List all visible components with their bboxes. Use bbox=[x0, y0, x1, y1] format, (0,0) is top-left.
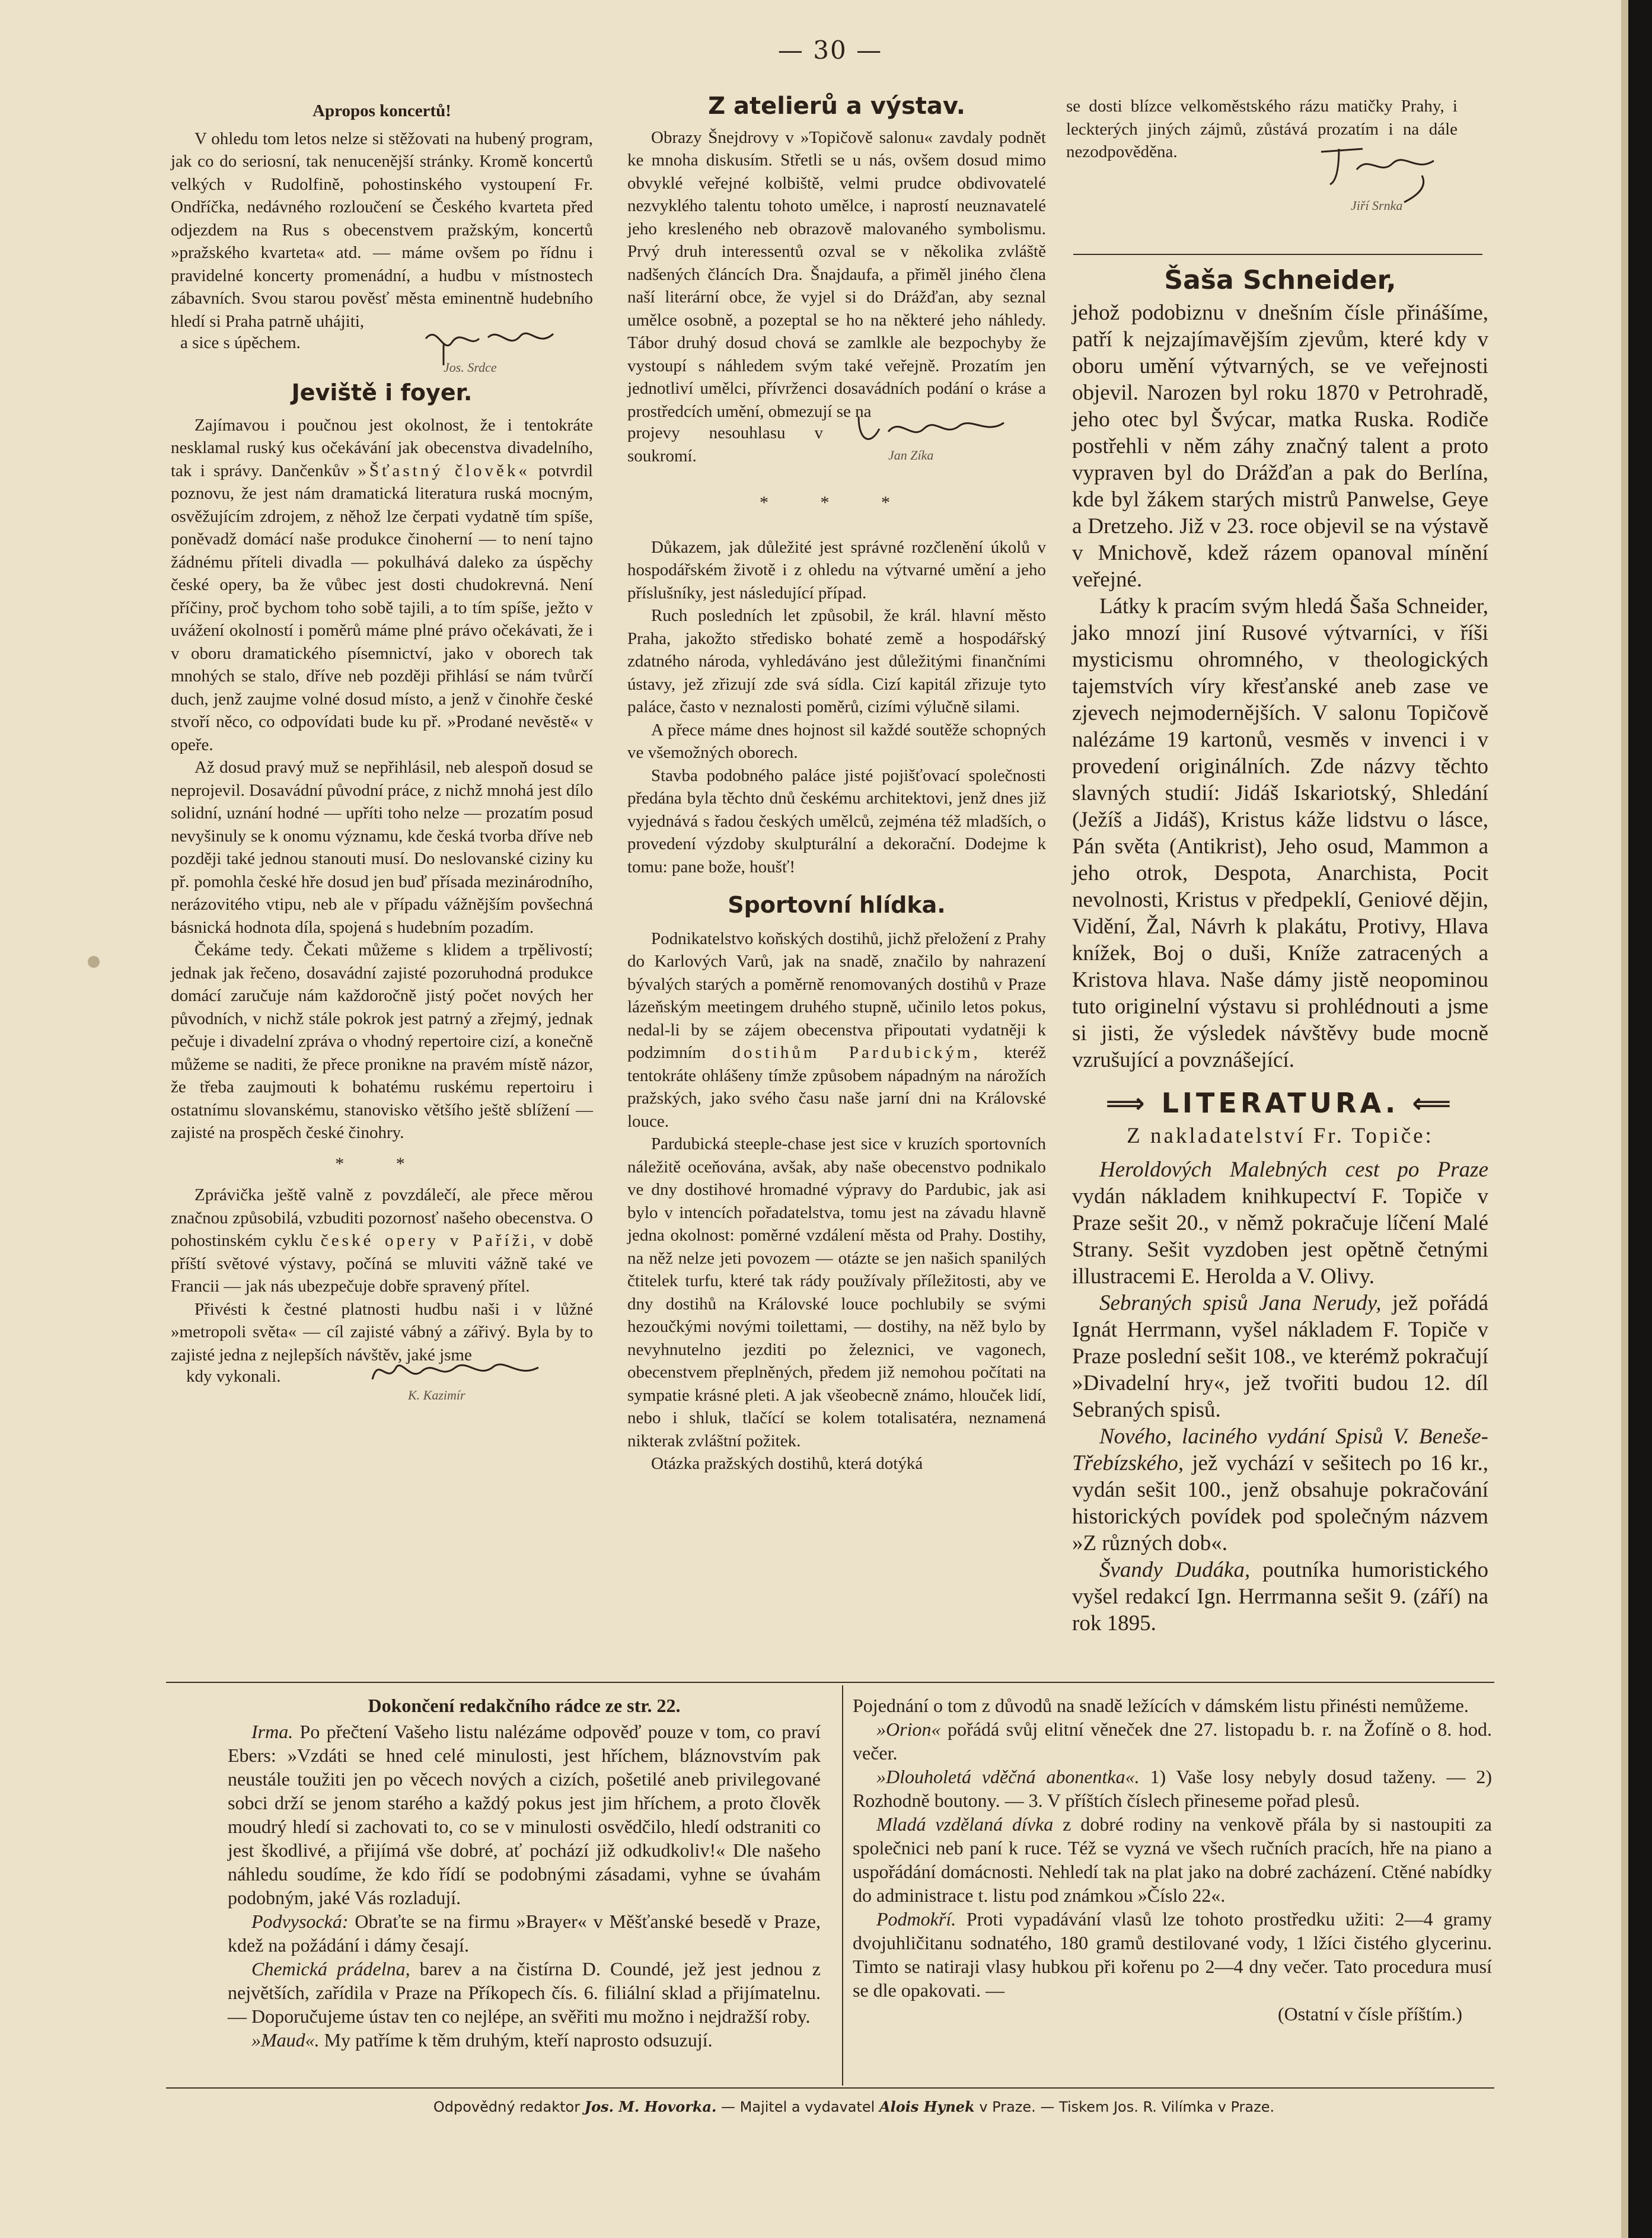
page-number: — 30 — bbox=[777, 36, 883, 65]
concert-closing-row bbox=[171, 333, 593, 375]
advice-entry bbox=[853, 1694, 1492, 1717]
sport-p2: Pardubická steeple-chase jest sice v kruzích sportovních náležitě oceňována, avšak, aby naše obecenstvo podnikalo ve dny dostihové hromadné výpravy do Pardubic, jak asi bylo v intencích pořadatelstva, tomu jest na závadu hlavně jedna okolnost: poměrné vzdálení města od Prahy. Dostihy, na něž nelze jeti povozem — otázte se jen našich spanilých čtitelek turfu, které tak rády používaly příležitosti, aby ve dny dostihů na Královské louce pochlubily se svými hezoučkými novými toilettami, — dostihy, na něž bylo by nevyhnutelno jezditi po železnici, ve vagonech, obecenstvem přeplněných, předem již nemohou počítati na sympatie krásné pleti. A jak všeobecně známo, hlouček lidí, nebo i shluk, tlačící se kolem totalisatéra, neznamená nikterak zvláštní požitek. bbox=[627, 1134, 1046, 1450]
advice-entry bbox=[853, 1812, 1492, 1907]
lit-entry-2 bbox=[1072, 1290, 1488, 1423]
advice-entry-lead: »Maud«. bbox=[251, 2029, 324, 2051]
stage-p1-text: Zajímavou i poučnou jest okolnost, že i tentokráte nesklamal ruský kus očekávání jak obecenstva divadelního, tak i správy. Dančenkův bbox=[171, 415, 593, 480]
advice-entry-lead: Irma. bbox=[251, 1721, 300, 1742]
printer: — Tiskem Jos. R. Vilímka v Praze. bbox=[1040, 2099, 1275, 2115]
schneider-p2: Látky k pracím svým hledá Šaša Schneider, jako mnozí jiní Rusové výtvarníci, v říši mysticismu ohromného, v theologických tajemstvích víry křesťanské aneb zase ve zjevech nejmodernějších. V salonu Topičově nalézáme 19 kartonů, vesměs v invenci i v provedení originálních. Zde názvy těchto slavných studií: Jidáš Iskariotský, Shledání (Ježíš a Jidáš), Kristus káže lidstvu o lásce, Pán světa (Antikrist), Jeho osud, Mammon a jeho otrok, Despota, Anarchista, Pocit nevolnosti, Kristus v předpeklí, Geniové dějin, Vidění, Žal, Návrh k plakátu, Protivy, Hlava knížek, Boj o duši, Kníže zatracených a Kristova hlava. Naše dámy jistě neopominou tuto originelní výstavu si prohlédnouti a jsme si jisti, že výsledek návštěvy bude mocně vzrušující a povznášející. bbox=[1072, 594, 1488, 1072]
ornament-right-icon: ⟸ bbox=[1399, 1087, 1455, 1119]
advice-left bbox=[228, 1694, 821, 2052]
section-stars: * * bbox=[335, 1153, 429, 1174]
atelier-heading: Z atelierů a výstav. bbox=[708, 93, 965, 120]
literature-title: LITERATURA. bbox=[1161, 1087, 1399, 1119]
continued-note: (Ostatní v čísle příštím.) bbox=[1277, 2003, 1462, 2025]
concert-closing: a sice s úpěchem. bbox=[180, 333, 301, 352]
section-stars: * * * bbox=[760, 493, 914, 512]
stage-closing-row bbox=[171, 1366, 593, 1402]
advice-right-list bbox=[853, 1694, 1492, 2002]
bottom-divider-bottom bbox=[166, 2087, 1494, 2089]
concert-body: V ohledu tom letos nelze si stěžovati na hubený program, jak co do seriosní, tak nenucenější stránky. Kromě koncertů velkých v Rudolfině, pohostinského vystoupení Fr. Ondříčka, nedávného rozloučení se Českého kvarteta před odjezdem na Rus s obecenstvem pražským, koncertů »pražského kvarteta« atd. — máme ovšem po řídnu i pravidelné koncerty promenádní, a hudbu v místnostech zábavních. Svou starou pověsť města eminentně hudebního hledí si Praha patrně uhájiti, bbox=[171, 129, 593, 331]
lit-entry-1-title: Heroldových Malebných cest po Praze bbox=[1099, 1158, 1488, 1182]
col3-intro-signature-row bbox=[1066, 164, 1487, 211]
publisher-city: v Praze. bbox=[979, 2099, 1036, 2115]
stage-closing: kdy vykonali. bbox=[186, 1367, 281, 1386]
concert-signature bbox=[420, 321, 562, 375]
concert-signature-name: Jos. Srdce bbox=[444, 360, 497, 375]
schneider-heading: Šaša Schneider, bbox=[1164, 265, 1396, 295]
col3-intro-signature bbox=[1315, 140, 1458, 213]
advice-entry-lead: Podvysocká: bbox=[251, 1911, 355, 1932]
atelier-signature bbox=[847, 405, 1013, 463]
column-2 bbox=[627, 95, 1046, 1475]
literature-section bbox=[1072, 1087, 1489, 1637]
column-3 bbox=[1066, 95, 1487, 211]
col3-intro: se dosti blízce velkoměstského rázu matičky Prahy, i leckterých jiných zájmů, zůstává prozatím i na dále nezodpověděna. bbox=[1066, 97, 1458, 161]
advice-entry-text: Proti vypadávání vlasů lze tohoto prostředku užiti: 2—4 gramy dvojuhličitanu sodnatého, 180 gramů destilované vody, 1 lžíci čistého glycerinu. Timto se natiraji vlasy hubkou při kořenu po 2—4 dny večer. Tato procedura musí se dle opakovati. — bbox=[853, 1908, 1492, 2001]
advice-entry-lead: Mladá vzdělaná dívka bbox=[876, 1813, 1063, 1835]
lit-entry-4-text: poutníka humoristického vyšel redakcí Ign. Herrmanna sešit 9. (září) na rok 1895. bbox=[1072, 1558, 1488, 1636]
stage-signature bbox=[366, 1350, 544, 1402]
advice-entry-text: 1) Vaše losy nebyly dosud taženy. — 2) Rozhodně boutony. — 3. V příštích číslech přineseme pořad plesů. bbox=[853, 1766, 1492, 1811]
advice-entry-lead: Chemická prádelna, bbox=[251, 1958, 420, 1979]
advice-entry bbox=[228, 2028, 821, 2052]
lit-entry-3-title: Nového, laciného vydání Spisů V. Beneše-Třebízského, bbox=[1072, 1424, 1488, 1475]
advice-entry-text: My patříme k těm druhým, kteří naprosto odsuzují. bbox=[324, 2029, 713, 2051]
advice-entry-text: barev a na čistírna D. Coundé, jež jest jednou z největších, zařídila v Praze na Příkopech čís. 6. filiální sklad a přijímatelnu. — Doporučujeme ústav ten co nejlépe, an svěřiti mu možno i nejdražší roby. bbox=[228, 1958, 821, 2027]
stage-p4-text: Zprávička ještě valně z povzdálečí, ale přece měrou značnou způsobilá, vzbuditi pozornosť našeho obecenstva. O pohostinském cyklu bbox=[171, 1185, 593, 1250]
lit-entry-1-text: vydán nákladem knihkupectví F. Topiče v Praze sešit 20., v němž pokračuje líčení Malé Strany. Sešit vyzdoben jest opětně četnými illustracemi E. Herolda a V. Olivy. bbox=[1072, 1184, 1488, 1289]
advice-entry-lead: Podmokří. bbox=[876, 1908, 967, 1930]
advice-entry-lead: »Orion« bbox=[876, 1719, 948, 1740]
sport-p3: Otázka pražských dostihů, která dotýká bbox=[651, 1454, 923, 1473]
atelier-p5: Stavba podobného paláce jisté pojišťovací společnosti předána byla těchto dnů českému architektovi, jenž dnes již vyjednává s řadou českých umělců, zejména též mladších, o provedení výzdoby skulpturální a dekorační. Dodejme k tomu: pane bože, houšť! bbox=[627, 766, 1046, 876]
advice-entry bbox=[853, 1907, 1492, 2002]
lit-entry-4 bbox=[1072, 1557, 1488, 1637]
schneider-p1: jehož podobiznu v dnešním čísle přinášíme, patří k nejzajímavějším zjevům, které kdy v oboru umění výtvarných, se ve veřejnosti objevil. Narozen byl roku 1870 v Petrohradě, jeho otec byl Švýcar, matka Ruska. Rodiče postřehli v něm záhy značný talent a proto vypraven byl do Drážďan a pak do Berlína, kde byl žákem starých mistrů Panwelse, Geye a Dretzeho. Již v 23. roce objevil se na výstavě v Mnichově, kdež rázem opanoval mínění veřejné. bbox=[1072, 301, 1488, 592]
editor-label: Odpovědný redaktor bbox=[433, 2099, 581, 2115]
col3-intro-signature-name: Jiří Srnka bbox=[1351, 197, 1403, 213]
atelier-p4: A přece máme dnes hojnost sil každé soutěže schopných ve všemožných oborech. bbox=[627, 720, 1046, 762]
stage-p1 bbox=[171, 414, 593, 757]
advice-entry-text: z dobré rodiny na venkově přála by si nastoupiti za společnici neb paní k ruce. Též se vyzná ve všech ručních pracích, hře na piano a uspořádání domácnosti. Nehledí tak na plat jako na dobré zacházení. Ctěné nabídky do administrace t. listu pod známkou »Číslo 22«. bbox=[853, 1813, 1492, 1906]
advice-entry-text: Po přečtení Vašeho listu nalézáme odpověď pouze v tom, co praví Ebers: »Vzdáti se hned celé minulosti, jest hříchem, bláznovstvím pak neustále toužiti jen po věcech nových a cizích, pošetilé aneb privilegované sobci drží se jenom starého a každý pokus jest jim hříchem, a proto člověk moudrý hledí si zachovati to, co se v minulosti osvědčilo, hledí odstraniti co jest škodlivé, a přijímá vše dobré, ať pochází již odkudkoliv!« Dle našeho náhledu soudíme, že kdo řídí se podobnými zásadami, vyhne se úvahám podobným, jaké Vás rozladují. bbox=[228, 1721, 821, 1908]
stage-p1-cont: potvrdil poznovu, že jest nám dramatická literatura ruská mocným, osvěžujícím zdrojem, z něhož lze čerpati vydatně tím spíše, poněvadž domácí naše produkce činoherní — to není tajno žádnému příteli divadla — pokulhává daleko za úspěchy české opery, ba že vůbec jest dosti chudokrevná. Není příčiny, proč bychom toho sobě tajili, a to tím spíše, ježto v uvážení okolností i poměrů máme plné právo očekávati, že i v oboru dramatického písemnictví, jako v oborech tak mnohých se stalo, dříve neb později přihlásí se nám tvůrčí duch, jenž zaujme volné dosud místo, a jenž v činohře české stvoří něco, co odpovídati bude ku př. »Prodané nevěstě« v opeře. bbox=[171, 461, 593, 754]
advice-entry-text: pořádá svůj elitní věneček dne 27. listopadu b. r. na Žofíně o 8. hod. večer. bbox=[853, 1719, 1492, 1764]
advice-entry bbox=[228, 1720, 821, 1909]
schneider-article bbox=[1072, 267, 1488, 1073]
publisher-label: — Majitel a vydavatel bbox=[721, 2099, 875, 2115]
stage-play-title: »Šťastný člověk« bbox=[358, 461, 530, 480]
stage-p2: Až dosud pravý muž se nepřihlásil, neb alespoň dosud se neprojevil. Dosavádní původní práce, z nichž mnohá jest dílo solidní, uznání hodné — upříti toho nelze — prozatím posud nevyšinuly se k onomu významu, kde česká tvorba dříve neb později také jednou stanouti musí. Do neslovanské ciziny ku př. pomohla české hře dosud jen buď přísada mezinárodního, nerázovitého vtipu, neb ale v případu vážnějším povšechná básnická hodnota díla, spojená s hudebním pozadím. bbox=[171, 758, 593, 937]
lit-entry-1 bbox=[1072, 1156, 1488, 1290]
ornament-left-icon: ⟹ bbox=[1105, 1087, 1162, 1119]
atelier-signature-name: Jan Zíka bbox=[888, 448, 934, 463]
sport-p1-cont: , kteréž tentokráte ohlášeny tímže způsobem nápadným na nárožích pražských, jako svého času naše jarní dni na Královské louce. bbox=[627, 1043, 1046, 1131]
advice-entry-lead: »Dlouholetá vděčná abonentka«. bbox=[876, 1766, 1150, 1787]
sport-heading: Sportovní hlídka. bbox=[728, 892, 946, 918]
stage-p5: Přivésti k čestné platnosti hudbu naši i v lůžné »metropoli světa« — cíl zajisté vábný a zářivý. Byla by to zajisté jedna z nejlepších návštěv, jaké jsme bbox=[171, 1299, 593, 1365]
atelier-closing-row bbox=[627, 423, 1046, 476]
advice-entry bbox=[853, 1717, 1492, 1765]
column-1 bbox=[171, 100, 593, 1402]
atelier-closing: projevy nesouhlasu v soukromí. bbox=[627, 423, 823, 466]
concert-heading: Apropos koncertů! bbox=[312, 101, 451, 120]
binding-hole bbox=[88, 956, 100, 968]
sport-p1 bbox=[627, 927, 1046, 1133]
page-edge bbox=[1621, 0, 1628, 2238]
sport-p1-text: Podnikatelstvo koňských dostihů, jichž přeložení z Prahy do Karlových Varů, jak na snadě, značilo by nahrazení bývalých starých a poměrně renomovaných dostihů v Praze lázeňským meetingem druhého stupně, učinilo letos pokus, nedal-li by se zájem obecenstva připoutati vydatněji k podzimním bbox=[627, 929, 1046, 1062]
advice-entry bbox=[853, 1765, 1492, 1812]
lit-entry-3-text: jež vychází v sešitech po 16 kr., vydán sešit 100., jenž obsahuje pokračování historických povídek pod společným názvem »Z různých dob«. bbox=[1072, 1451, 1489, 1555]
stage-p3: Čekáme tedy. Čekati můžeme s klidem a trpělivostí; jednak jak řečeno, dosavádní zajisté pozoruhodná produkce domácí zaručuje nám každoročně jistý počet nových her původních, v nichž stále pokrok jest patrný a zřejmý, jednak pečuje i divadelní zpráva o vhodný repertoire cizí, a konečně můžeme se naditi, že přece pronikne na pravém místě názor, že třeba zaujmouti k bohatému ruskému repertoiru i ostatnímu slovanskému, stanovisko většího ještě sblížení — zajisté na prospěch české činohry. bbox=[171, 941, 593, 1142]
stage-p4 bbox=[171, 1184, 593, 1298]
lit-entry-3 bbox=[1072, 1423, 1488, 1557]
sport-race: dostihům Pardubickým bbox=[732, 1043, 974, 1062]
publisher-name: Alois Hynek bbox=[879, 2098, 975, 2115]
stage-opera: české opery v Paříži bbox=[320, 1231, 531, 1250]
atelier-p2: Důkazem, jak důležité jest správné rozčlenění úkolů v hospodářském životě i z ohledu na výtvarné umění a jeho příslušníky, jest následující případ. bbox=[627, 537, 1046, 602]
literature-heading bbox=[1072, 1087, 1488, 1119]
imprint bbox=[368, 2098, 1340, 2115]
literature-subtitle: Z nakladatelství Fr. Topiče: bbox=[1127, 1124, 1434, 1148]
bottom-column-divider bbox=[842, 1685, 843, 2086]
editor-name: Jos. M. Hovorka. bbox=[584, 2098, 717, 2115]
advice-entry-text: Pojednání o tom z důvodů na snadě ležících v dámském listu přinésti nemůžeme. bbox=[853, 1695, 1469, 1716]
advice-left-list bbox=[228, 1720, 821, 2052]
scan-border bbox=[1628, 0, 1652, 2238]
stage-signature-name: K. Kazimír bbox=[408, 1388, 465, 1402]
advice-heading: Dokončení redakčního rádce ze str. 22. bbox=[368, 1695, 681, 1716]
lit-entry-4-title: Švandy Dudáka, bbox=[1099, 1558, 1251, 1582]
advice-right bbox=[853, 1694, 1492, 2026]
divider bbox=[1073, 254, 1482, 255]
stage-p4-cont: , v době příští světové výstavy, počíná se mluviti vážně také ve Francii — jak nás ubezpečuje dobře spravený přítel. bbox=[171, 1231, 594, 1296]
advice-entry bbox=[228, 1909, 821, 1957]
lit-entry-2-text: jež pořádá Ignát Herrmann, vyšel nákladem F. Topiče v Praze poslední sešit 108., ve kterémž pokračují »Divadelní hry«, jež tvořiti budou 12. díl Sebraných spisů. bbox=[1072, 1291, 1489, 1422]
stage-heading: Jeviště i foyer. bbox=[291, 380, 473, 406]
advice-entry-text: Obraťte se na firmu »Brayer« v Měšťanské besedě v Praze, kdež na požádání i dámy česají. bbox=[228, 1911, 821, 1956]
atelier-p3: Ruch posledních let způsobil, že král. hlavní město Praha, jakožto středisko bohaté země a hospodářský zdatného národa, vyhledáváno jest důležitými finančními ústavy, jež zřizují zde svá sídla. Cizí kapitál zřizuje tyto paláce, často v neznalosti poměrů, cizími výlučně silami. bbox=[627, 606, 1046, 716]
bottom-divider-top bbox=[166, 1682, 1494, 1683]
advice-entry bbox=[228, 1957, 821, 2028]
lit-entry-2-title: Sebraných spisů Jana Nerudy, bbox=[1099, 1291, 1382, 1315]
atelier-body: Obrazy Šnejdrovy v »Topičově salonu« zavdaly podnět ke mnoha diskusím. Střetli se u nás, ovšem dosud mimo obvyklé veřejné kolbiště, velmi prudce obdivovatelé nezvyklého talentu tohoto umělce, i naprostí neuznavatelé jeho kresleného neb obrazově malovaného symbolismu. Prvý druh interessentů ozval se v několika zvláště nadšených článcích Dra. Šnajdaufa, a přiměl jiného člena naší literární obce, že vyjel si do Drážďan, aby seznal umělce osobně, a pozeptal se ho na některé jeho náhledy. Tábor druhý dosud chová se zamlkle ale bezpochyby že vystoupí s náhledem svým také veřejně. Prozatím jen jednotliví umělci, přívrženci dosavádních podání o kráse a prostředcích umění, obmezují se na bbox=[627, 127, 1046, 421]
